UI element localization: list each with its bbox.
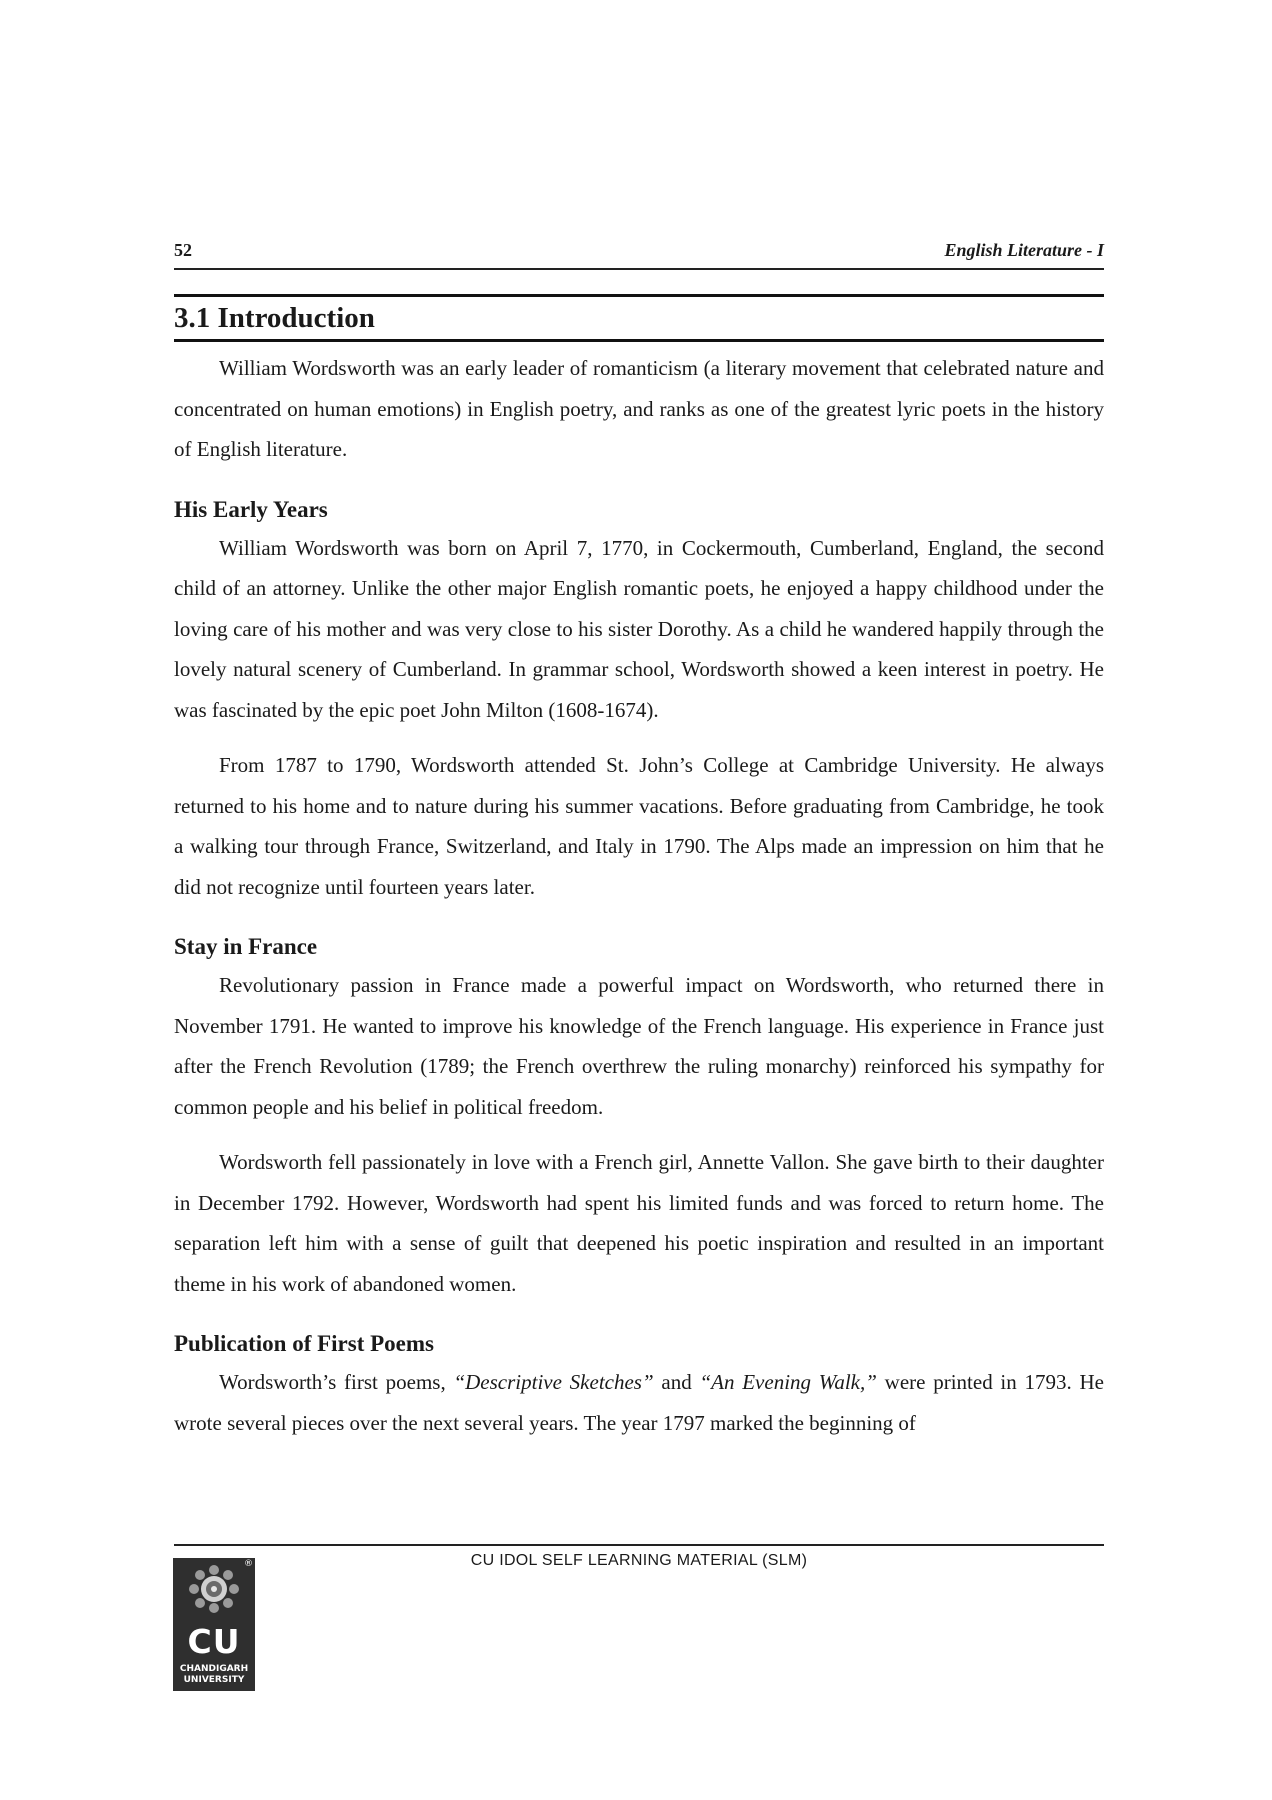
first-poems-heading: Publication of First Poems <box>174 1331 434 1356</box>
section-heading <box>174 294 1104 342</box>
body-content <box>174 348 1104 1458</box>
poem-title-evening-walk: “An Evening Walk,” <box>699 1370 877 1394</box>
stay-in-france-heading: Stay in France <box>174 934 318 959</box>
university-emblem-icon <box>173 1558 255 1628</box>
running-title: English Literature - I <box>944 240 1104 260</box>
chandigarh-university-logo <box>173 1558 255 1691</box>
page-number: 52 <box>174 240 192 260</box>
first-poems-text-start: Wordsworth’s first poems, <box>219 1370 454 1394</box>
first-poems-paragraph <box>174 1362 1104 1443</box>
early-years-paragraph-1: William Wordsworth was born on April 7, 1770, in Cockermouth, Cumberland, England, the second child of an attorney. Unlike the other major English romantic poets, he enjoyed a happy childhood under the loving care of his mother and was very close to his sister Dorothy. As a child he wandered happily through the lovely natural scenery of Cumberland. In grammar school, Wordsworth showed a keen interest in poetry. He was fascinated by the epic poet John Milton (1608-1674). <box>174 535 1104 722</box>
intro-paragraph: William Wordsworth was an early leader of romanticism (a literary movement that celebrated nature and concentrated on human emotions) in English poetry, and ranks as one of the greatest lyric poets in the history of English literature. <box>174 356 1104 461</box>
logo-name-line-1: CHANDIGARH <box>179 1664 249 1674</box>
logo-name <box>173 1664 255 1686</box>
logo-initials: CU <box>187 1622 241 1661</box>
page-header <box>174 240 1104 270</box>
early-years-paragraph-2: From 1787 to 1790, Wordsworth attended St. John’s College at Cambridge University. He always returned to his home and to nature during his summer vacations. Before graduating from Cambridge, he took a walking tour through France, Switzerland, and Italy in 1790. The Alps made an impression on him that he did not recognize until fourteen years later. <box>174 753 1104 899</box>
footer-divider <box>174 1544 1104 1546</box>
section-title: 3.1 Introduction <box>174 302 375 334</box>
registered-mark: ® <box>244 1559 253 1569</box>
poem-title-descriptive-sketches: “Descriptive Sketches” <box>453 1370 654 1394</box>
early-years-heading: His Early Years <box>174 496 328 522</box>
footer-text: CU IDOL SELF LEARNING MATERIAL (SLM) <box>470 1552 808 1569</box>
stay-in-france-paragraph-2: Wordsworth fell passionately in love with a French girl, Annette Vallon. She gave birth to their daughter in December 1792. However, Wordsworth had spent his limited funds and was forced to return home. The separation left him with a sense of guilt that deepened his poetic inspiration and resulted in an important theme in his work of abandoned women. <box>174 1150 1104 1296</box>
logo-name-line-2: UNIVERSITY <box>183 1675 245 1685</box>
first-poems-connector: and <box>653 1370 700 1394</box>
stay-in-france-paragraph-1: Revolutionary passion in France made a powerful impact on Wordsworth, who returned there in November 1791. He wanted to improve his knowledge of the French language. His experience in France just after the French Revolution (1789; the French overthrew the ruling monarchy) reinforced his sympathy for common people and his belief in political freedom. <box>174 973 1104 1119</box>
first-poems-text-end: were printed in 1793. He wrote several pieces over the next several years. The year 1797 marked the beginning of <box>174 1370 1104 1435</box>
